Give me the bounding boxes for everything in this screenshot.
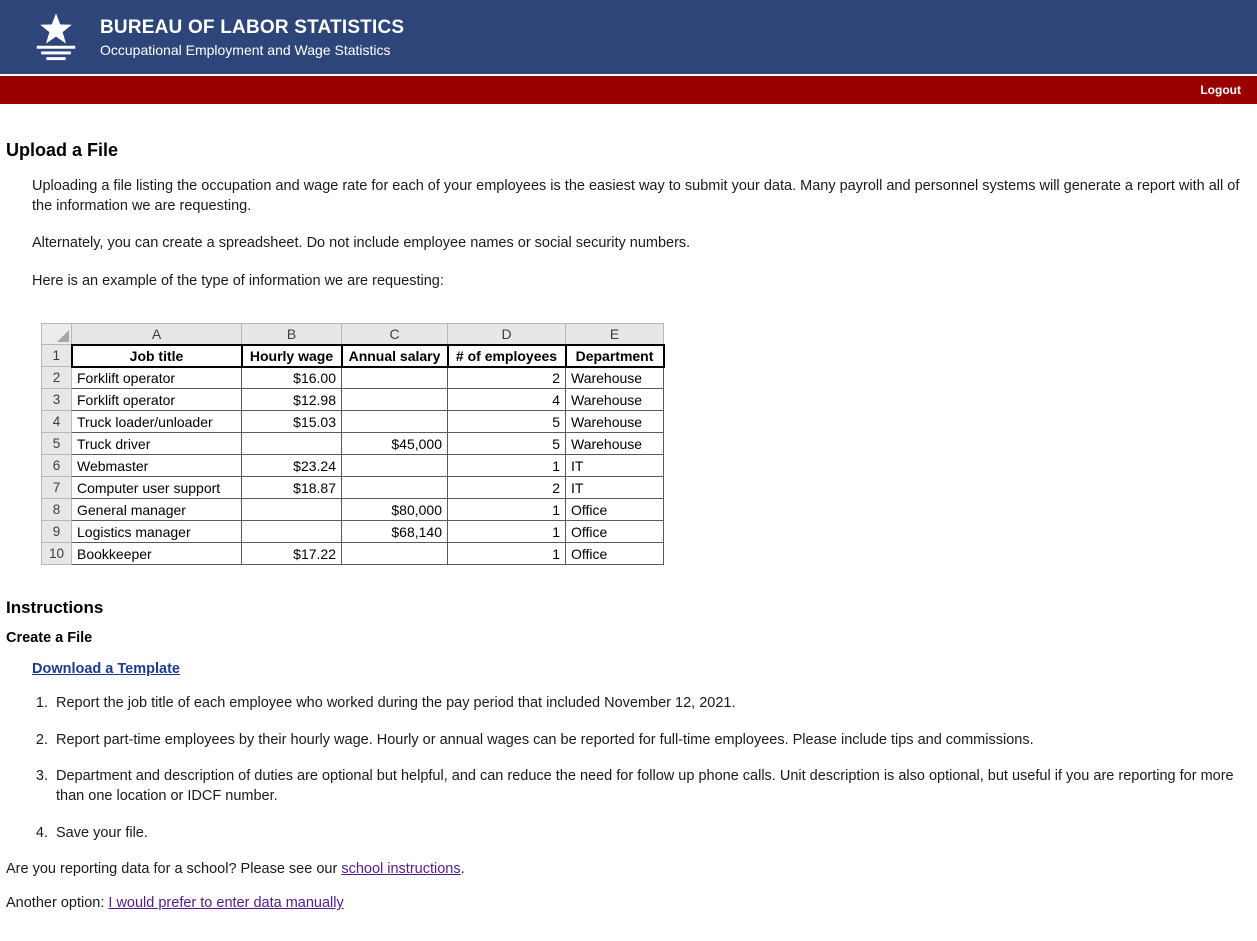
sheet-row-3 — [42, 389, 664, 411]
sheet-column-header-C[interactable]: C — [342, 324, 448, 345]
sheet-column-header-A[interactable]: A — [72, 324, 242, 345]
example-spreadsheet-table — [41, 323, 665, 565]
page-title: Upload a File — [6, 140, 119, 160]
sheet-cell[interactable] — [342, 367, 448, 389]
sheet-cell[interactable]: Hourly wage — [242, 345, 342, 367]
instruction-step: 2. Report part-time employees by their hourly wage. Hourly or annual wages can be reported for full-time employees. Please include tips and commissions. — [52, 731, 1237, 751]
sheet-cell[interactable]: Department — [566, 345, 664, 367]
sheet-cell[interactable] — [242, 521, 342, 543]
sheet-cell[interactable] — [342, 389, 448, 411]
sheet-cell[interactable]: 1 — [448, 455, 566, 477]
sheet-row-number-9[interactable]: 9 — [42, 521, 72, 543]
instruction-step: 3. Department and description of duties are optional but helpful, and can reduce the need for follow up phone calls. Unit description is also optional, but useful if you are reporting for more than one location or IDCF number. — [52, 767, 1237, 806]
sheet-column-header-D[interactable]: D — [448, 324, 566, 345]
enter-data-manually-link[interactable]: I would prefer to enter data manually — [108, 895, 344, 912]
sheet-row-number-6[interactable]: 6 — [42, 455, 72, 477]
sheet-cell[interactable]: Computer user support — [72, 477, 242, 499]
select-all-triangle-icon — [57, 330, 69, 342]
sheet-row-number-10[interactable]: 10 — [42, 543, 72, 565]
sheet-cell[interactable]: Office — [566, 521, 664, 543]
utility-bar — [0, 76, 1257, 104]
sheet-cell[interactable]: Office — [566, 499, 664, 521]
sheet-row-6 — [42, 455, 664, 477]
sheet-cell[interactable]: Warehouse — [566, 433, 664, 455]
sheet-row-number-2[interactable]: 2 — [42, 367, 72, 389]
sheet-cell[interactable] — [342, 455, 448, 477]
sheet-row-5 — [42, 433, 664, 455]
sheet-cell[interactable]: Truck driver — [72, 433, 242, 455]
sheet-row-number-3[interactable]: 3 — [42, 389, 72, 411]
content-area — [0, 104, 1257, 941]
instruction-steps — [32, 694, 1237, 843]
sheet-row-4 — [42, 411, 664, 433]
intro-paragraph-2: Alternately, you can create a spreadsheet. Do not include employee names or social security numbers. — [32, 235, 691, 252]
sheet-cell[interactable]: Warehouse — [566, 367, 664, 389]
sheet-select-all-corner[interactable] — [42, 324, 72, 345]
sheet-row-number-5[interactable]: 5 — [42, 433, 72, 455]
intro-paragraph-1: Uploading a file listing the occupation and wage rate for each of your employees is the easiest way to submit your data. Many payroll and personnel systems will generate a report with all of the information we are requesting. — [32, 178, 1240, 214]
intro-paragraph-3: Here is an example of the type of information we are requesting: — [32, 272, 444, 289]
sheet-cell[interactable]: $16.00 — [242, 367, 342, 389]
sheet-cell[interactable]: 1 — [448, 543, 566, 565]
sheet-row-7 — [42, 477, 664, 499]
download-template-link[interactable]: Download a Template — [32, 661, 180, 678]
school-instructions-link[interactable]: school instructions — [341, 861, 461, 878]
sheet-cell[interactable]: Job title — [72, 345, 242, 367]
sheet-row-8 — [42, 499, 664, 521]
create-file-subtitle: Create a File — [6, 630, 93, 647]
instruction-step: 1. Report the job title of each employee who worked during the pay period that included November 12, 2021. — [52, 694, 1237, 714]
sheet-cell[interactable]: Warehouse — [566, 389, 664, 411]
sheet-cell[interactable]: 5 — [448, 411, 566, 433]
sheet-column-header-row — [42, 324, 664, 345]
sheet-cell[interactable]: $12.98 — [242, 389, 342, 411]
sheet-cell[interactable]: Office — [566, 543, 664, 565]
sheet-cell[interactable]: $23.24 — [242, 455, 342, 477]
example-spreadsheet — [41, 323, 665, 565]
sheet-cell[interactable]: Bookkeeper — [72, 543, 242, 565]
sheet-cell[interactable]: 4 — [448, 389, 566, 411]
sheet-column-header-E[interactable]: E — [566, 324, 664, 345]
sheet-row-9 — [42, 521, 664, 543]
sheet-cell[interactable]: 5 — [448, 433, 566, 455]
sheet-cell[interactable]: Annual salary — [342, 345, 448, 367]
sheet-cell[interactable]: $68,140 — [342, 521, 448, 543]
manual-entry-text: Another option: — [6, 895, 109, 912]
sheet-cell[interactable]: Logistics manager — [72, 521, 242, 543]
bls-logo-icon — [28, 7, 84, 67]
sheet-cell[interactable] — [342, 411, 448, 433]
sheet-cell[interactable]: $17.22 — [242, 543, 342, 565]
sheet-cell[interactable]: General manager — [72, 499, 242, 521]
sheet-cell[interactable]: 1 — [448, 499, 566, 521]
site-title: BUREAU OF LABOR STATISTICS — [100, 16, 405, 38]
sheet-cell[interactable]: Truck loader/unloader — [72, 411, 242, 433]
sheet-row-2 — [42, 367, 664, 389]
sheet-row-number-7[interactable]: 7 — [42, 477, 72, 499]
sheet-cell[interactable] — [242, 433, 342, 455]
site-header — [0, 0, 1257, 76]
manual-entry-note — [6, 895, 1247, 911]
school-note-text: Are you reporting data for a school? Please see our — [6, 861, 342, 878]
sheet-cell[interactable]: IT — [566, 455, 664, 477]
school-note-period: . — [460, 861, 465, 878]
sheet-cell[interactable] — [342, 543, 448, 565]
sheet-cell[interactable]: 2 — [448, 477, 566, 499]
sheet-column-header-B[interactable]: B — [242, 324, 342, 345]
sheet-cell[interactable]: $15.03 — [242, 411, 342, 433]
school-note — [6, 861, 1247, 877]
instruction-step: 4. Save your file. — [52, 824, 1237, 844]
sheet-cell[interactable]: # of employees — [448, 345, 566, 367]
sheet-cell[interactable]: $45,000 — [342, 433, 448, 455]
sheet-row-number-8[interactable]: 8 — [42, 499, 72, 521]
sheet-cell[interactable]: 2 — [448, 367, 566, 389]
instructions-title: Instructions — [6, 598, 104, 618]
sheet-cell[interactable]: Forklift operator — [72, 389, 242, 411]
sheet-row-number-1[interactable]: 1 — [42, 345, 72, 367]
sheet-cell[interactable]: Webmaster — [72, 455, 242, 477]
logout-link[interactable]: Logout — [1200, 83, 1241, 97]
sheet-cell[interactable]: $18.87 — [242, 477, 342, 499]
sheet-cell[interactable]: Warehouse — [566, 411, 664, 433]
sheet-cell[interactable]: 1 — [448, 521, 566, 543]
sheet-row-10 — [42, 543, 664, 565]
sheet-cell[interactable] — [342, 477, 448, 499]
site-subtitle: Occupational Employment and Wage Statistics — [100, 41, 391, 58]
sheet-cell[interactable]: $80,000 — [342, 499, 448, 521]
sheet-header-row — [42, 345, 664, 367]
sheet-cell[interactable] — [242, 499, 342, 521]
sheet-cell[interactable]: Forklift operator — [72, 367, 242, 389]
sheet-row-number-4[interactable]: 4 — [42, 411, 72, 433]
sheet-cell[interactable]: IT — [566, 477, 664, 499]
